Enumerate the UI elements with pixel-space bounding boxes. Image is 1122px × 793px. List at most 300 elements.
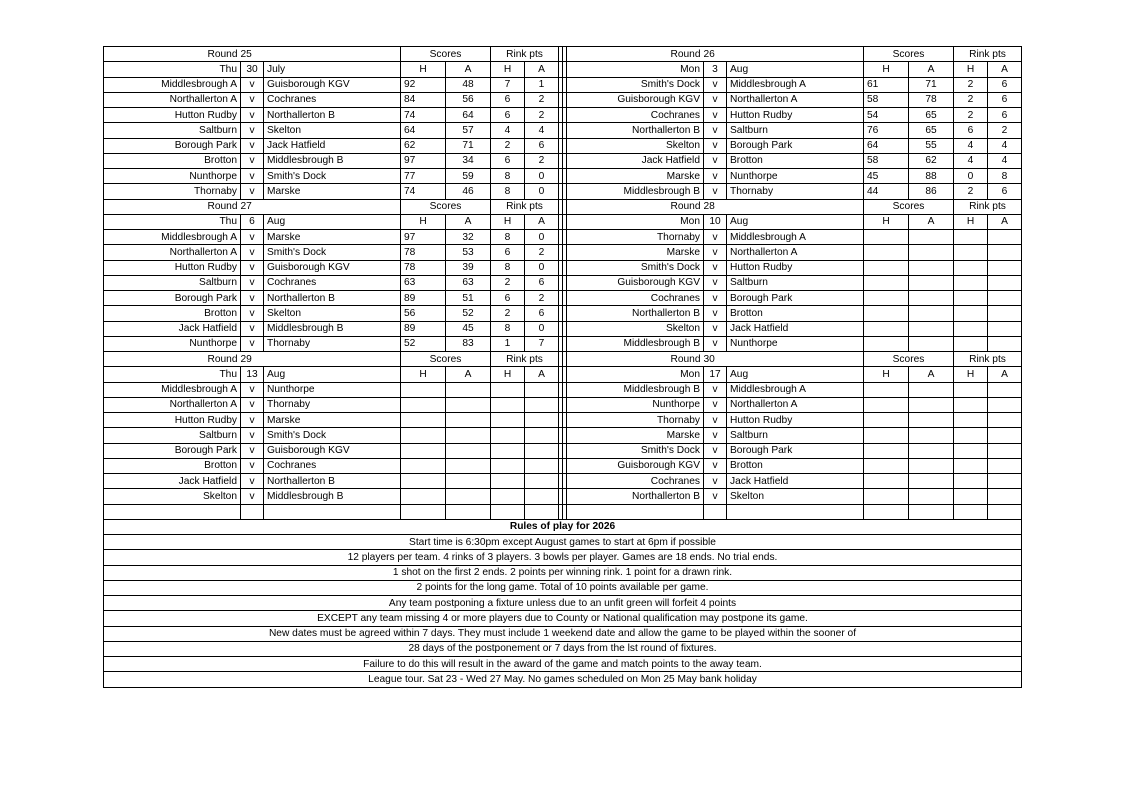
left-home-team: Skelton bbox=[104, 489, 241, 504]
left-home-team: Middlesbrough A bbox=[104, 382, 241, 397]
right-home-score: 58 bbox=[864, 153, 909, 168]
left-away-score: 34 bbox=[446, 153, 491, 168]
rule-row bbox=[104, 565, 1022, 580]
blank-cell bbox=[704, 504, 727, 519]
score-home-header: H bbox=[401, 62, 446, 77]
right-away-team: Saltburn bbox=[727, 275, 864, 290]
right-away-score bbox=[909, 275, 954, 290]
fixture-row bbox=[104, 443, 1022, 458]
left-date: 30 bbox=[241, 62, 264, 77]
blank-cell bbox=[491, 504, 525, 519]
left-away-score: 45 bbox=[446, 321, 491, 336]
left-home-score: 78 bbox=[401, 260, 446, 275]
right-home-team: Marske bbox=[567, 245, 704, 260]
right-home-team: Skelton bbox=[567, 321, 704, 336]
right-away-team: Brotton bbox=[727, 306, 864, 321]
rule-row bbox=[104, 611, 1022, 626]
fixture-row bbox=[104, 306, 1022, 321]
left-home-score bbox=[401, 474, 446, 489]
left-home-rink-pts: 2 bbox=[491, 306, 525, 321]
right-home-rink-pts bbox=[954, 230, 988, 245]
right-home-team: Guisborough KGV bbox=[567, 92, 704, 107]
left-home-score: 97 bbox=[401, 230, 446, 245]
right-away-team: Brotton bbox=[727, 458, 864, 473]
left-home-team: Jack Hatfield bbox=[104, 474, 241, 489]
right-home-score: 44 bbox=[864, 184, 909, 199]
left-versus: v bbox=[241, 230, 264, 245]
right-away-rink-pts: 6 bbox=[988, 77, 1022, 92]
right-home-team: Smith's Dock bbox=[567, 260, 704, 275]
rink-away-header: A bbox=[988, 214, 1022, 229]
left-home-rink-pts: 4 bbox=[491, 123, 525, 138]
right-away-team: Northallerton A bbox=[727, 92, 864, 107]
left-home-score bbox=[401, 397, 446, 412]
rink-away-header: A bbox=[988, 367, 1022, 382]
blank-cell bbox=[954, 504, 988, 519]
fixture-row bbox=[104, 428, 1022, 443]
left-away-rink-pts: 2 bbox=[525, 108, 559, 123]
left-away-team: Guisborough KGV bbox=[264, 443, 401, 458]
rink-pts-header: Rink pts bbox=[491, 199, 559, 214]
left-home-score bbox=[401, 443, 446, 458]
blank-cell bbox=[567, 504, 704, 519]
right-away-rink-pts bbox=[988, 321, 1022, 336]
left-away-team: Middlesbrough B bbox=[264, 321, 401, 336]
left-versus: v bbox=[241, 153, 264, 168]
rink-home-header: H bbox=[491, 214, 525, 229]
left-away-team: Northallerton B bbox=[264, 474, 401, 489]
left-away-score bbox=[446, 489, 491, 504]
right-home-score: 45 bbox=[864, 169, 909, 184]
left-away-rink-pts: 2 bbox=[525, 92, 559, 107]
left-away-team: Marske bbox=[264, 230, 401, 245]
blank-cell bbox=[264, 504, 401, 519]
right-date: 10 bbox=[704, 214, 727, 229]
right-away-score bbox=[909, 458, 954, 473]
left-away-score: 32 bbox=[446, 230, 491, 245]
right-versus: v bbox=[704, 138, 727, 153]
right-versus: v bbox=[704, 489, 727, 504]
right-home-team: Cochranes bbox=[567, 291, 704, 306]
right-away-team: Borough Park bbox=[727, 291, 864, 306]
left-home-score: 64 bbox=[401, 123, 446, 138]
rink-away-header: A bbox=[525, 62, 559, 77]
right-home-score bbox=[864, 474, 909, 489]
right-month: Aug bbox=[727, 214, 864, 229]
left-away-score: 57 bbox=[446, 123, 491, 138]
right-home-team: Middlesbrough B bbox=[567, 382, 704, 397]
left-away-score: 59 bbox=[446, 169, 491, 184]
right-home-team: Guisborough KGV bbox=[567, 275, 704, 290]
left-away-rink-pts: 0 bbox=[525, 230, 559, 245]
left-home-rink-pts: 1 bbox=[491, 336, 525, 351]
fixture-row bbox=[104, 382, 1022, 397]
right-versus: v bbox=[704, 336, 727, 351]
left-away-rink-pts bbox=[525, 443, 559, 458]
right-versus: v bbox=[704, 474, 727, 489]
left-date: 6 bbox=[241, 214, 264, 229]
right-home-score bbox=[864, 489, 909, 504]
left-away-score bbox=[446, 458, 491, 473]
left-away-team: Cochranes bbox=[264, 275, 401, 290]
right-home-score bbox=[864, 413, 909, 428]
right-versus: v bbox=[704, 321, 727, 336]
right-home-score bbox=[864, 382, 909, 397]
fixture-row bbox=[104, 474, 1022, 489]
right-away-score bbox=[909, 291, 954, 306]
right-versus: v bbox=[704, 275, 727, 290]
right-away-score bbox=[909, 245, 954, 260]
left-home-team: Saltburn bbox=[104, 275, 241, 290]
left-home-score: 74 bbox=[401, 108, 446, 123]
left-away-team: Cochranes bbox=[264, 92, 401, 107]
left-home-team: Nunthorpe bbox=[104, 169, 241, 184]
score-away-header: A bbox=[446, 214, 491, 229]
left-home-rink-pts bbox=[491, 443, 525, 458]
right-away-rink-pts bbox=[988, 458, 1022, 473]
rink-home-header: H bbox=[954, 62, 988, 77]
rules-title: Rules of play for 2026 bbox=[104, 519, 1022, 534]
right-versus: v bbox=[704, 108, 727, 123]
right-home-rink-pts bbox=[954, 489, 988, 504]
right-round-label: Round bbox=[567, 199, 704, 214]
right-home-team: Cochranes bbox=[567, 474, 704, 489]
right-away-score: 65 bbox=[909, 108, 954, 123]
left-home-score bbox=[401, 382, 446, 397]
rule-row bbox=[104, 657, 1022, 672]
left-home-score: 89 bbox=[401, 321, 446, 336]
left-away-rink-pts: 0 bbox=[525, 321, 559, 336]
left-away-score bbox=[446, 382, 491, 397]
left-home-rink-pts: 6 bbox=[491, 291, 525, 306]
right-away-team: Saltburn bbox=[727, 123, 864, 138]
fixture-row bbox=[104, 230, 1022, 245]
left-away-rink-pts bbox=[525, 458, 559, 473]
right-away-score bbox=[909, 474, 954, 489]
left-versus: v bbox=[241, 306, 264, 321]
right-date: 3 bbox=[704, 62, 727, 77]
score-away-header: A bbox=[446, 62, 491, 77]
right-away-rink-pts bbox=[988, 413, 1022, 428]
scores-header: Scores bbox=[864, 199, 954, 214]
left-away-rink-pts: 4 bbox=[525, 123, 559, 138]
fixture-row bbox=[104, 458, 1022, 473]
score-home-header: H bbox=[864, 367, 909, 382]
scores-header: Scores bbox=[864, 47, 954, 62]
left-away-rink-pts: 1 bbox=[525, 77, 559, 92]
right-versus: v bbox=[704, 169, 727, 184]
rink-pts-header: Rink pts bbox=[491, 47, 559, 62]
fixture-row bbox=[104, 108, 1022, 123]
right-versus: v bbox=[704, 92, 727, 107]
right-versus: v bbox=[704, 184, 727, 199]
left-home-score bbox=[401, 413, 446, 428]
score-away-header: A bbox=[909, 367, 954, 382]
left-home-team: Middlesbrough A bbox=[104, 230, 241, 245]
left-home-score bbox=[401, 489, 446, 504]
rink-away-header: A bbox=[525, 367, 559, 382]
blank-cell bbox=[988, 504, 1022, 519]
left-versus: v bbox=[241, 413, 264, 428]
fixture-row bbox=[104, 413, 1022, 428]
scores-header: Scores bbox=[401, 47, 491, 62]
left-home-score: 97 bbox=[401, 153, 446, 168]
left-away-team: Cochranes bbox=[264, 458, 401, 473]
right-away-team: Borough Park bbox=[727, 443, 864, 458]
right-away-rink-pts: 6 bbox=[988, 108, 1022, 123]
right-away-team: Thornaby bbox=[727, 184, 864, 199]
left-home-score: 56 bbox=[401, 306, 446, 321]
right-away-team: Nunthorpe bbox=[727, 169, 864, 184]
left-away-rink-pts bbox=[525, 413, 559, 428]
left-away-rink-pts bbox=[525, 428, 559, 443]
right-round-label: Round bbox=[567, 47, 704, 62]
left-home-rink-pts: 2 bbox=[491, 138, 525, 153]
left-away-team: Skelton bbox=[264, 306, 401, 321]
right-home-rink-pts bbox=[954, 306, 988, 321]
right-home-score bbox=[864, 321, 909, 336]
score-away-header: A bbox=[909, 214, 954, 229]
left-away-rink-pts bbox=[525, 474, 559, 489]
right-away-rink-pts bbox=[988, 230, 1022, 245]
right-versus: v bbox=[704, 428, 727, 443]
fixture-row bbox=[104, 169, 1022, 184]
right-home-rink-pts: 0 bbox=[954, 169, 988, 184]
fixture-row bbox=[104, 260, 1022, 275]
right-home-team: Smith's Dock bbox=[567, 77, 704, 92]
left-versus: v bbox=[241, 382, 264, 397]
right-round-number: 30 bbox=[704, 352, 864, 367]
right-away-team: Jack Hatfield bbox=[727, 321, 864, 336]
left-home-score: 62 bbox=[401, 138, 446, 153]
right-home-rink-pts: 4 bbox=[954, 138, 988, 153]
right-round-number: 26 bbox=[704, 47, 864, 62]
right-home-rink-pts bbox=[954, 321, 988, 336]
right-away-score: 62 bbox=[909, 153, 954, 168]
right-versus: v bbox=[704, 153, 727, 168]
blank-cell bbox=[909, 504, 954, 519]
right-versus: v bbox=[704, 260, 727, 275]
left-away-team: Northallerton B bbox=[264, 108, 401, 123]
left-away-team: Nunthorpe bbox=[264, 382, 401, 397]
round-date-row bbox=[104, 367, 1022, 382]
left-away-score bbox=[446, 474, 491, 489]
right-home-rink-pts bbox=[954, 474, 988, 489]
right-home-score bbox=[864, 275, 909, 290]
right-away-team: Brotton bbox=[727, 153, 864, 168]
left-date: 13 bbox=[241, 367, 264, 382]
rink-pts-header: Rink pts bbox=[954, 47, 1022, 62]
left-away-score: 51 bbox=[446, 291, 491, 306]
rink-pts-header: Rink pts bbox=[491, 352, 559, 367]
left-home-rink-pts: 8 bbox=[491, 260, 525, 275]
fixture-row bbox=[104, 245, 1022, 260]
rink-home-header: H bbox=[491, 367, 525, 382]
right-versus: v bbox=[704, 458, 727, 473]
left-home-rink-pts: 6 bbox=[491, 92, 525, 107]
left-round-number: 29 bbox=[241, 352, 401, 367]
right-away-team: Hutton Rudby bbox=[727, 260, 864, 275]
left-home-team: Northallerton A bbox=[104, 92, 241, 107]
left-away-rink-pts bbox=[525, 397, 559, 412]
left-home-score: 63 bbox=[401, 275, 446, 290]
right-home-rink-pts bbox=[954, 245, 988, 260]
left-round-label: Round bbox=[104, 199, 241, 214]
left-away-team: Thornaby bbox=[264, 336, 401, 351]
right-home-team: Northallerton B bbox=[567, 489, 704, 504]
blank-cell bbox=[104, 504, 241, 519]
right-home-team: Marske bbox=[567, 428, 704, 443]
fixture-sheet bbox=[103, 46, 1019, 688]
right-away-rink-pts bbox=[988, 336, 1022, 351]
right-versus: v bbox=[704, 230, 727, 245]
right-away-team: Middlesbrough A bbox=[727, 77, 864, 92]
left-versus: v bbox=[241, 92, 264, 107]
left-versus: v bbox=[241, 489, 264, 504]
left-home-team: Jack Hatfield bbox=[104, 321, 241, 336]
right-away-rink-pts bbox=[988, 397, 1022, 412]
right-home-rink-pts: 2 bbox=[954, 92, 988, 107]
rink-home-header: H bbox=[954, 214, 988, 229]
right-home-team: Cochranes bbox=[567, 108, 704, 123]
left-versus: v bbox=[241, 260, 264, 275]
blank-row bbox=[104, 504, 1022, 519]
left-versus: v bbox=[241, 108, 264, 123]
left-versus: v bbox=[241, 77, 264, 92]
right-home-team: Jack Hatfield bbox=[567, 153, 704, 168]
right-home-score: 64 bbox=[864, 138, 909, 153]
left-home-rink-pts: 2 bbox=[491, 275, 525, 290]
left-home-team: Saltburn bbox=[104, 428, 241, 443]
fixture-row bbox=[104, 123, 1022, 138]
right-home-team: Middlesbrough B bbox=[567, 184, 704, 199]
left-round-number: 25 bbox=[241, 47, 401, 62]
left-home-team: Brotton bbox=[104, 153, 241, 168]
right-home-team: Skelton bbox=[567, 138, 704, 153]
left-versus: v bbox=[241, 275, 264, 290]
right-date: 17 bbox=[704, 367, 727, 382]
right-away-score: 65 bbox=[909, 123, 954, 138]
rule-text: 1 shot on the first 2 ends. 2 points per winning rink. 1 point for a drawn rink. bbox=[104, 565, 1022, 580]
round-header-row bbox=[104, 352, 1022, 367]
right-home-score bbox=[864, 306, 909, 321]
rink-home-header: H bbox=[491, 62, 525, 77]
left-home-rink-pts: 8 bbox=[491, 169, 525, 184]
right-versus: v bbox=[704, 77, 727, 92]
left-versus: v bbox=[241, 184, 264, 199]
left-away-team: Thornaby bbox=[264, 397, 401, 412]
right-away-team: Borough Park bbox=[727, 138, 864, 153]
rule-text: League tour. Sat 23 - Wed 27 May. No games scheduled on Mon 25 May bank holiday bbox=[104, 672, 1022, 687]
right-away-team: Northallerton A bbox=[727, 245, 864, 260]
left-versus: v bbox=[241, 169, 264, 184]
left-versus: v bbox=[241, 138, 264, 153]
left-home-rink-pts: 6 bbox=[491, 245, 525, 260]
left-away-rink-pts: 0 bbox=[525, 169, 559, 184]
fixture-row bbox=[104, 336, 1022, 351]
left-away-score: 83 bbox=[446, 336, 491, 351]
left-home-score: 74 bbox=[401, 184, 446, 199]
left-home-score bbox=[401, 458, 446, 473]
right-home-team: Thornaby bbox=[567, 413, 704, 428]
right-home-rink-pts bbox=[954, 413, 988, 428]
right-versus: v bbox=[704, 443, 727, 458]
right-away-rink-pts: 8 bbox=[988, 169, 1022, 184]
right-home-score bbox=[864, 291, 909, 306]
left-away-team: Jack Hatfield bbox=[264, 138, 401, 153]
left-away-team: Marske bbox=[264, 184, 401, 199]
rule-row bbox=[104, 550, 1022, 565]
right-away-score bbox=[909, 443, 954, 458]
left-away-team: Guisborough KGV bbox=[264, 77, 401, 92]
right-versus: v bbox=[704, 413, 727, 428]
left-home-team: Saltburn bbox=[104, 123, 241, 138]
right-home-rink-pts bbox=[954, 275, 988, 290]
blank-cell bbox=[241, 504, 264, 519]
left-away-score: 39 bbox=[446, 260, 491, 275]
right-home-score bbox=[864, 458, 909, 473]
left-away-score: 63 bbox=[446, 275, 491, 290]
right-versus: v bbox=[704, 397, 727, 412]
blank-cell bbox=[446, 504, 491, 519]
right-day: Mon bbox=[567, 367, 704, 382]
left-home-rink-pts bbox=[491, 413, 525, 428]
right-versus: v bbox=[704, 291, 727, 306]
right-away-score bbox=[909, 321, 954, 336]
left-home-team: Borough Park bbox=[104, 443, 241, 458]
right-versus: v bbox=[704, 123, 727, 138]
right-away-rink-pts bbox=[988, 245, 1022, 260]
rule-row bbox=[104, 672, 1022, 687]
right-away-score: 55 bbox=[909, 138, 954, 153]
left-away-rink-pts: 7 bbox=[525, 336, 559, 351]
rule-text: Failure to do this will result in the award of the game and match points to the away team. bbox=[104, 657, 1022, 672]
left-home-score bbox=[401, 428, 446, 443]
left-away-rink-pts: 6 bbox=[525, 306, 559, 321]
rule-row bbox=[104, 580, 1022, 595]
right-home-rink-pts bbox=[954, 336, 988, 351]
rule-row bbox=[104, 596, 1022, 611]
left-home-rink-pts: 8 bbox=[491, 230, 525, 245]
right-home-rink-pts bbox=[954, 260, 988, 275]
rules-title-row bbox=[104, 519, 1022, 534]
right-away-rink-pts bbox=[988, 306, 1022, 321]
blank-cell bbox=[864, 504, 909, 519]
left-away-rink-pts: 0 bbox=[525, 184, 559, 199]
fixture-row bbox=[104, 397, 1022, 412]
right-home-team: Thornaby bbox=[567, 230, 704, 245]
left-round-number: 27 bbox=[241, 199, 401, 214]
right-away-rink-pts: 2 bbox=[988, 123, 1022, 138]
fixture-row bbox=[104, 489, 1022, 504]
right-day: Mon bbox=[567, 214, 704, 229]
right-away-team: Saltburn bbox=[727, 428, 864, 443]
right-away-rink-pts: 4 bbox=[988, 153, 1022, 168]
left-month: July bbox=[264, 62, 401, 77]
score-home-header: H bbox=[401, 214, 446, 229]
fixture-row bbox=[104, 138, 1022, 153]
score-home-header: H bbox=[401, 367, 446, 382]
rule-text: New dates must be agreed within 7 days. They must include 1 weekend date and allow the game to be played within the sooner of bbox=[104, 626, 1022, 641]
left-versus: v bbox=[241, 443, 264, 458]
right-home-score bbox=[864, 336, 909, 351]
rule-text: 28 days of the postponement or 7 days from the lst round of fixtures. bbox=[104, 641, 1022, 656]
right-away-rink-pts bbox=[988, 260, 1022, 275]
rule-text: 2 points for the long game. Total of 10 points available per game. bbox=[104, 580, 1022, 595]
left-home-team: Hutton Rudby bbox=[104, 413, 241, 428]
score-away-header: A bbox=[909, 62, 954, 77]
round-header-row bbox=[104, 47, 1022, 62]
